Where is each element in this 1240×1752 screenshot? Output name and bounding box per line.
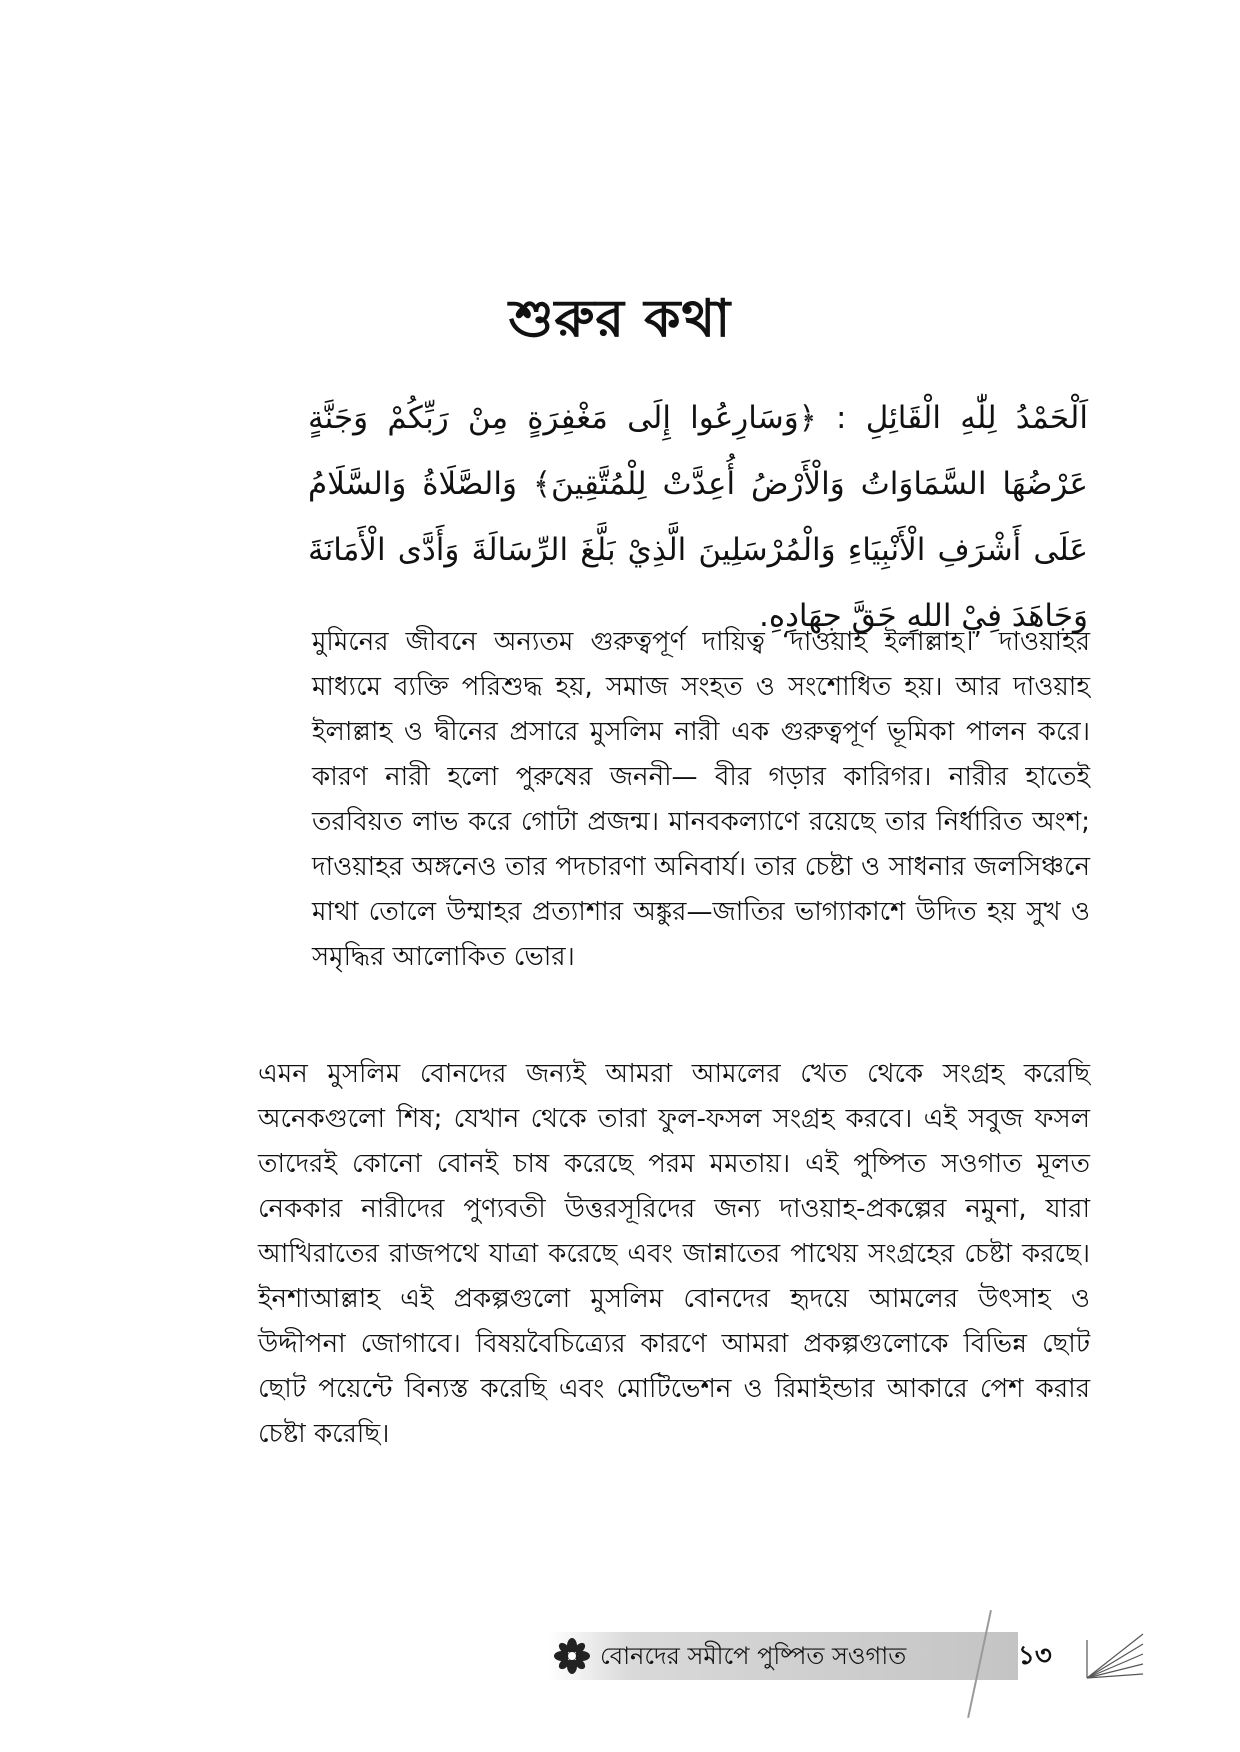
arabic-intro: اَلْحَمْدُ لِلّٰهِ الْقَائِلِ : ﴿وَسَارِعُوا إِلَى مَغْفِرَةٍ مِنْ رَبِّكُمْ وَجَنَّةٍ عَرْضُهَا السَّمَاوَاتُ وَالْأَرْضُ أُعِدَّتْ لِلْمُتَّقِينَ﴾ وَالصَّلَاةُ وَالسَّلَامُ عَلَى أَشْرَفِ الْأَنْبِيَاءِ وَالْمُرْسَلِينَ الَّذِيْ بَلَّغَ الرِّسَالَةَ وَأَدَّى الْأَمَانَةَ وَجَاهَدَ فِيْ اللهِ حَقَّ جِهَادِهِ. — [308, 400, 1088, 634]
body-paragraph: এমন মুসলিম বোনদের জন্যই আমরা আমলের খেত থেকে সংগ্রহ করেছি অনেকগুলো শিষ; যেখান থেকে তারা ফুল-ফসল সংগ্রহ করবে। এই সবুজ ফসল তাদেরই কোনো বোনই চাষ করেছে পরম মমতায়। এই পুষ্পিত সওগাত মূলত নেককার নারীদের পুণ্যবতী উত্তরসূরিদের জন্য দাওয়াহ-প্রকল্পের নমুনা, যারা আখিরাতের রাজপথে যাত্রা করেছে এবং জান্নাতের পাথেয় সংগ্রহের চেষ্টা করছে। ইনশাআল্লাহ এই প্রকল্পগুলো মুসলিম বোনদের হৃদয়ে আমলের উৎসাহ ও উদ্দীপনা জোগাবে। বিষয়বৈচিত্র্যের কারণে আমরা প্রকল্পগুলোকে বিভিন্ন ছোট ছোট পয়েন্টে বিন্যস্ত করেছি এবং মোটিভেশন ও রিমাইন্ডার আকারে পেশ করার চেষ্টা করেছি। — [258, 1059, 1090, 1449]
intro-paragraph: মুমিনের জীবনে অন্যতম গুরুত্বপূর্ণ দায়িত্ব ‘দাওয়াহ ইলাল্লাহ।’ দাওয়াহর মাধ্যমে ব্যক্তি পরিশুদ্ধ হয়, সমাজ সংহত ও সংশোধিত হয়। আর দাওয়াহ ইলাল্লাহ ও দ্বীনের প্রসারে মুসলিম নারী এক গুরুত্বপূর্ণ ভূমিকা পালন করে। কারণ নারী হলো পুরুষের জননী— বীর গড়ার কারিগর। নারীর হাতেই তরবিয়ত লাভ করে গোটা প্রজন্ম। মানবকল্যাণে রয়েছে তার নির্ধারিত অংশ; দাওয়াহর অঙ্গনেও তার পদচারণা অনিবার্য। তার চেষ্টা ও সাধনার জলসিঞ্চনে মাথা তোলে উম্মাহর প্রত্যাশার অঙ্কুর—জাতির ভাগ্যাকাশে উদিত হয় সুখ ও সমৃদ্ধির আলোকিত ভোর। — [312, 627, 1090, 972]
page-title: শুরুর কথা — [508, 289, 732, 349]
page-number: ১৩ — [1018, 1641, 1052, 1671]
footer-book-title: বোনদের সমীপে পুষ্পিত সওগাত — [600, 1642, 907, 1670]
corner-lines-icon — [1085, 1630, 1145, 1680]
flower-ornament-icon — [552, 1636, 592, 1676]
